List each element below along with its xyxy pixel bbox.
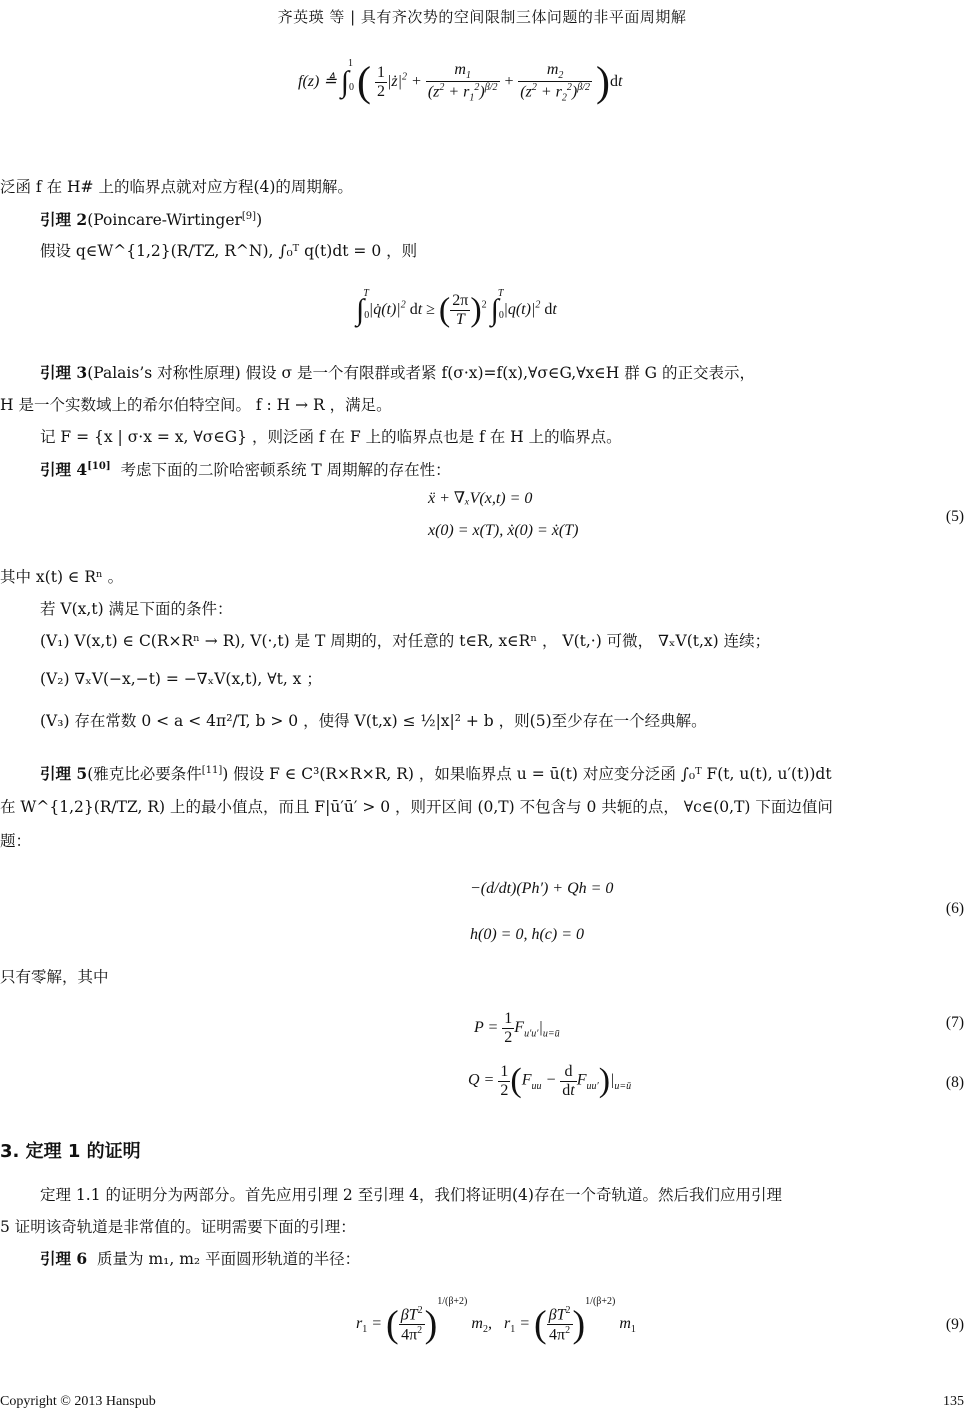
only-zero-text: 只有零解，其中: [0, 968, 109, 986]
lemma4-ref: [10]: [87, 461, 111, 472]
lemma2-title: 引理 2: [40, 210, 88, 230]
eq5-line2: x(0) = x(T), ẋ(0) = ẋ(T): [428, 522, 579, 539]
lemma3-line3: 记 F = {x | σ·x = x, ∀σ∈G} ，则泛函 f 在 F 上的临界点也是 f 在 H 上的临界点。: [40, 428, 622, 446]
eq7-number: (7): [945, 1014, 964, 1031]
eq5-line1: ẍ + ∇ₓV(x,t) = 0: [428, 490, 533, 507]
eq6-number: (6): [945, 900, 964, 917]
lemma4-cond-intro: 若 V(x,t) 满足下面的条件：: [40, 600, 233, 618]
lemma6-line: [40, 1248, 360, 1270]
eq8-number: (8): [945, 1074, 964, 1091]
lemma2-name: (Poincare-Wirtinger: [87, 211, 242, 230]
eq6-line2: h(0) = 0, h(c) = 0: [470, 926, 585, 943]
footer-copyright: Copyright © 2013 Hanspub: [0, 1394, 156, 1409]
lemma5-ref: [11]: [201, 765, 223, 776]
eq9: $r_1$ = ( $\frac{\beta T^2}{4\pi^2}$ )$^{1/(\beta+2)}$ $m_2$, $r_1$ = ( $\frac{\beta T^2}{4\pi^2}$ )$^{1/(\beta+2)}$ $m_1$: [356, 1296, 636, 1346]
lemma3-line2: H 是一个实数域上的希尔伯特空间。 f : H → R ，满足。: [0, 396, 392, 414]
lemma3-line1: [40, 362, 755, 384]
lemma6-title: 引理 6: [40, 1249, 88, 1268]
lemma5-title: 引理 5: [40, 764, 88, 784]
eq7: P = $\frac{1}{2}$ $F_{u'u'}|_{u=ū}$: [474, 1010, 560, 1046]
condition-v3: (V₃) 存在常数 0 < a < 4π²/T, b > 0 ，使得 V(t,x) ≤ ½|x|² + b ，则(5)至少存在一个经典解。: [40, 712, 707, 730]
eq5-number: (5): [945, 508, 964, 525]
poincare-inequality: $\int_0^T|q̇(t)|^2$ dt ≥ ( $\frac{2\pi}{T}$ )$^2$ $\int_0^T|q(t)|^2$ dt: [356, 288, 557, 329]
lemma5-line3: 题：: [0, 832, 32, 850]
functional-equation: f(z) ≜ $\int_0^1$ ( $\frac{1}{2}$ $|ż|^2$ + $\frac{m_1}{(z^2 + r_1^2)^{\beta/2}}$ + $\frac{m_2}{(z^2 + r_2^2)^{\beta/2}}$ )dt: [298, 58, 623, 106]
lemma5-text1: ) 假设 F ∈ C³(R×R×R, R) ，如果临界点 u = ū(t) 对应变分泛函 ∫₀ᵀ F(t, u(t), u′(t))dt: [222, 765, 832, 784]
section3-heading: 3. 定理 1 的证明: [0, 1141, 141, 1162]
lemma3-title: 引理 3: [40, 363, 88, 382]
functional-note: 泛函 f 在 H# 上的临界点就对应方程(4)的周期解。: [0, 178, 353, 196]
condition-v2: (V₂) ∇ₓV(−x,−t) = −∇ₓV(x,t), ∀t, x ；: [40, 670, 322, 688]
section3-para-line2: 5 证明该奇轨道是非常值的。证明需要下面的引理：: [0, 1218, 356, 1236]
lemma6-text: 质量为 m₁, m₂ 平面圆形轨道的半径：: [97, 1250, 361, 1268]
lemma5-name: (雅克比必要条件: [87, 765, 202, 784]
lemma3-text1: (Palais’s 对称性原理) 假设 σ 是一个有限群或者紧 f(σ·x)=f(x),∀σ∈G,∀x∈H 群 G 的正交表示，: [87, 364, 755, 382]
eq6-line1: −(d/dt)(Ph′) + Qh = 0: [470, 880, 614, 897]
lemma5-line2: 在 W^{1,2}(R/TZ, R) 上的最小值点，而且 F|ū′ū′ > 0 ，则开区间 (0,T) 不包含与 0 共轭的点， ∀c∈(0,T) 下面边值问: [0, 798, 833, 816]
lemma5-line1: [40, 760, 832, 785]
lemma4-title: 引理 4: [40, 460, 88, 480]
eq9-number: (9): [945, 1316, 964, 1333]
lemma2-hypothesis: 假设 q∈W^{1,2}(R/TZ, R^N), ∫₀ᵀ q(t)dt = 0 ，则: [40, 242, 418, 260]
running-head: 齐英瑛 等 | 具有齐次势的空间限制三体问题的非平面周期解: [277, 8, 687, 26]
lemma2-close: ): [256, 211, 263, 230]
section3-para-line1: 定理 1.1 的证明分为两部分。首先应用引理 2 至引理 4，我们将证明(4)存在一个奇轨道。然后我们应用引理: [40, 1186, 782, 1204]
lemma4-heading: [40, 456, 451, 481]
lemma4-text: 考虑下面的二阶哈密顿系统 T 周期解的存在性：: [120, 461, 451, 480]
eq8: Q = $\frac{1}{2}$ ($F_{uu}$ − $\frac{d}{dt}$ $F_{uu'})|_{u=ū}$: [468, 1062, 632, 1099]
condition-v1: (V₁) V(x,t) ∈ C(R×Rⁿ → R), V(·,t) 是 T 周期的，对任意的 t∈R, x∈Rⁿ ， V(t,·) 可微， ∇ₓV(t,x) 连续；: [40, 632, 771, 650]
lemma2-heading: [40, 206, 262, 231]
lemma4-where: 其中 x(t) ∈ Rⁿ 。: [0, 568, 124, 586]
page-number: 135: [943, 1394, 964, 1409]
lemma2-ref: [9]: [241, 211, 257, 222]
